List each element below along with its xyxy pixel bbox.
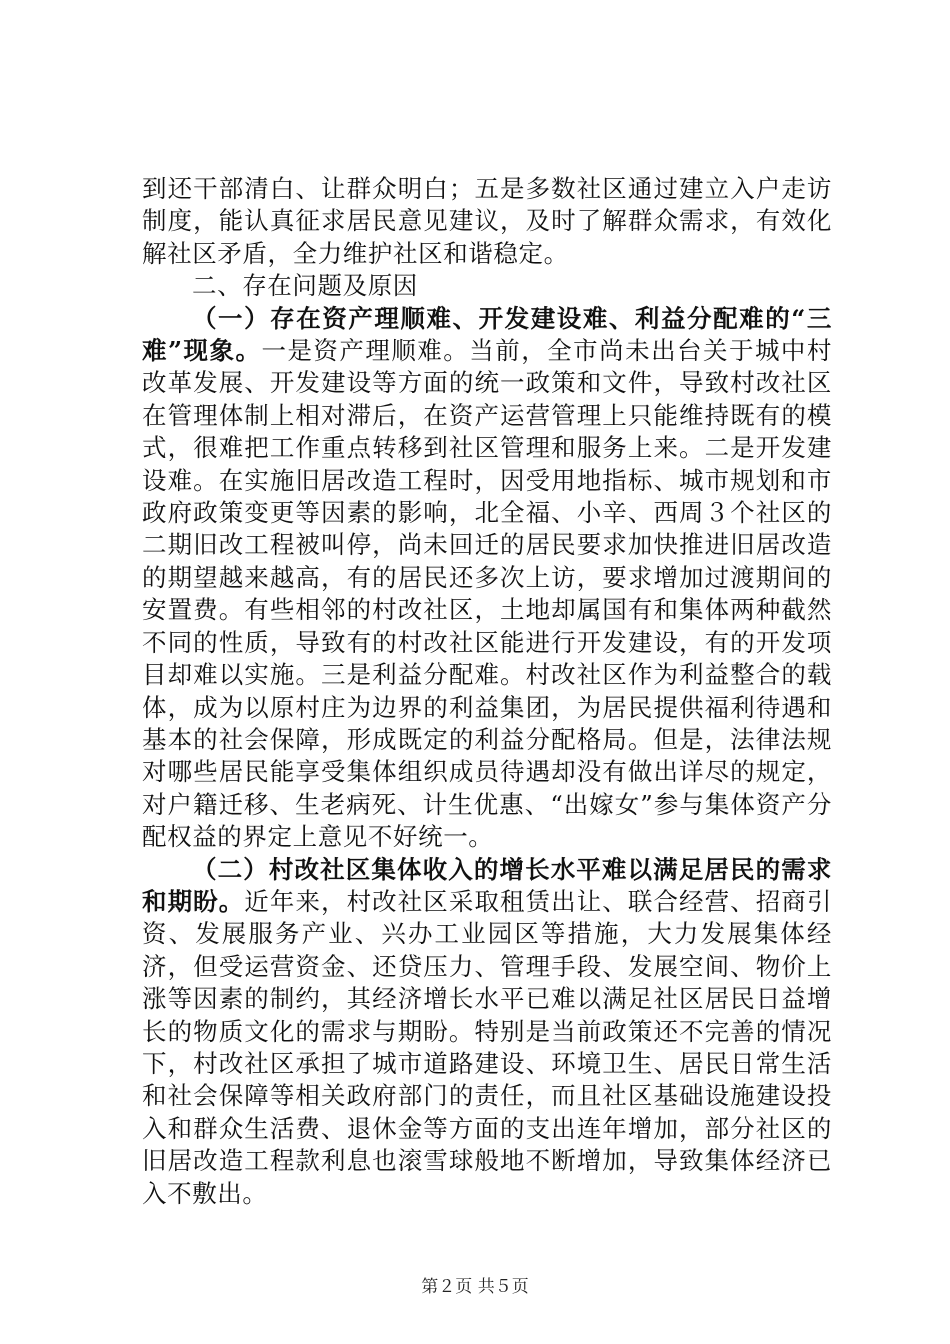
item1-paragraph	[142, 303, 832, 854]
item1-body: 一是资产理顺难。当前，全市尚未出台关于城中村改革发展、开发建设等方面的统一政策和文件，导致村改社区在管理体制上相对滞后，在资产运营管理上只能维持既有的模式，很难把工作重点转移到社区管理和服务上来。二是开发建设难。在实施旧居改造工程时，因受用地指标、城市规划和市政府政策变更等因素的影响，北全福、小辛、西周３个社区的二期旧改工程被叫停，尚未回迁的居民要求加快推进旧居改造的期望越来越高，有的居民还多次上访，要求增加过渡期间的安置费。有些相邻的村改社区，土地却属国有和集体两种截然不同的性质，导致有的村改社区能进行开发建设，有的开发项目却难以实施。三是利益分配难。村改社区作为利益整合的载体，成为以原村庄为边界的利益集团，为居民提供福利待遇和基本的社会保障，形成既定的利益分配格局。但是，法律法规对哪些居民能享受集体组织成员待遇却没有做出详尽的规定，对户籍迁移、生老病死、计生优惠、“出嫁女”参与集体资产分配权益的界定上意见不好统一。	[142, 336, 833, 852]
document-body	[142, 173, 832, 1210]
page-footer: 第２页 共５页	[421, 1277, 529, 1297]
intro-paragraph: 到还干部清白、让群众明白；五是多数社区通过建立入户走访制度，能认真征求居民意见建议，及时了解群众需求，有效化解社区矛盾，全力维护社区和谐稳定。	[142, 174, 832, 268]
section-heading: 二、存在问题及原因	[192, 271, 418, 301]
item1-title: （一）存在资产理顺难、开发建设难、利益分配难的“三难”现象。	[142, 303, 832, 366]
item2-body: 近年来，村改社区采取租赁出让、联合经营、招商引资、发展服务产业、兴办工业园区等措施，大力发展集体经济，但受运营资金、还贷压力、管理手段、发展空间、物价上涨等因素的制约，其经济增长水平已难以满足社区居民日益增长的物质文化的需求与期盼。特别是当前政策还不完善的情况下，村改社区承担了城市道路建设、环境卫生、居民日常生活和社会保障等相关政府部门的责任，而且社区基础设施建设投入和群众生活费、退休金等方面的支出连年增加，部分社区的旧居改造工程款利息也滚雪球般地不断增加，导致集体经济已入不敷出。	[142, 886, 832, 1208]
item2-paragraph	[142, 854, 832, 1210]
item2-title: （二）村改社区集体收入的增长水平难以满足居民的需求和期盼。	[142, 854, 832, 916]
